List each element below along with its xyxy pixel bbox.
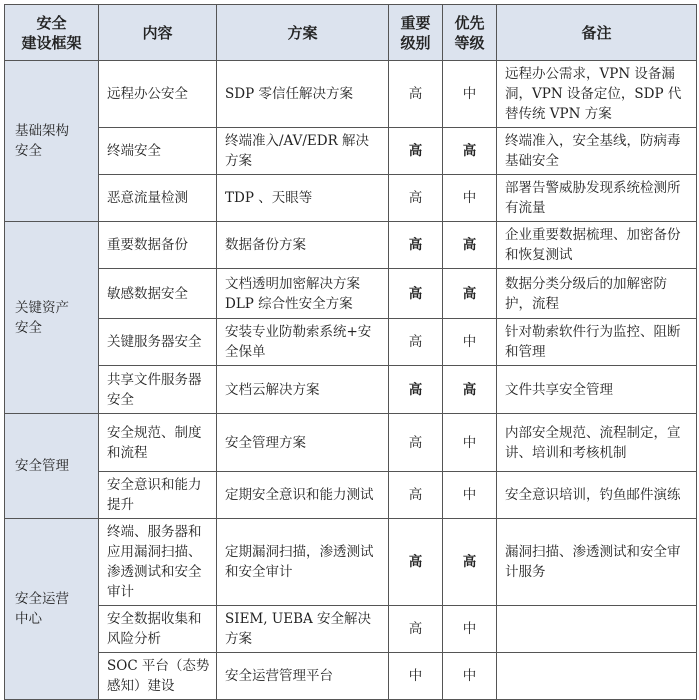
table-row xyxy=(5,175,697,222)
table-row xyxy=(5,319,697,366)
header-plan: 方案 xyxy=(217,5,389,61)
remarks-cell: 终端准入，安全基线，防病毒基础安全 xyxy=(497,128,697,175)
header-remarks: 备注 xyxy=(497,5,697,61)
priority-cell: 高 xyxy=(443,519,497,606)
content-cell: 恶意流量检测 xyxy=(99,175,217,222)
header-framework: 安全 建设框架 xyxy=(5,5,99,61)
plan-cell: 文档云解决方案 xyxy=(217,366,389,414)
category-cell: 安全运营 中心 xyxy=(5,519,99,700)
remarks-cell: 部署告警威胁发现系统检测所有流量 xyxy=(497,175,697,222)
content-cell: 终端安全 xyxy=(99,128,217,175)
plan-cell: 文档透明加密解决方案 DLP 综合性安全方案 xyxy=(217,269,389,319)
table-row xyxy=(5,366,697,414)
importance-cell: 高 xyxy=(389,175,443,222)
table-row xyxy=(5,61,697,128)
priority-cell: 中 xyxy=(443,472,497,519)
importance-cell: 高 xyxy=(389,519,443,606)
header-importance: 重要 级别 xyxy=(389,5,443,61)
header-priority: 优先 等级 xyxy=(443,5,497,61)
priority-cell: 中 xyxy=(443,175,497,222)
priority-cell: 中 xyxy=(443,319,497,366)
remarks-cell: 企业重要数据梳理、加密备份和恢复测试 xyxy=(497,222,697,269)
priority-cell: 高 xyxy=(443,222,497,269)
content-cell: SOC 平台（态势感知）建设 xyxy=(99,653,217,700)
importance-cell: 高 xyxy=(389,414,443,472)
content-cell: 共享文件服务器安全 xyxy=(99,366,217,414)
category-cell: 关键资产 安全 xyxy=(5,222,99,414)
priority-cell: 高 xyxy=(443,269,497,319)
remarks-cell: 远程办公需求，VPN 设备漏洞，VPN 设备定位，SDP 代替传统 VPN 方案 xyxy=(497,61,697,128)
content-cell: 远程办公安全 xyxy=(99,61,217,128)
importance-cell: 高 xyxy=(389,472,443,519)
importance-cell: 高 xyxy=(389,319,443,366)
remarks-cell: 数据分类分级后的加解密防护，流程 xyxy=(497,269,697,319)
plan-cell: 数据备份方案 xyxy=(217,222,389,269)
header-row xyxy=(5,5,697,61)
content-cell: 安全数据收集和风险分析 xyxy=(99,606,217,653)
category-cell: 安全管理 xyxy=(5,414,99,519)
plan-cell: 安全运营管理平台 xyxy=(217,653,389,700)
table-row xyxy=(5,653,697,700)
priority-cell: 中 xyxy=(443,606,497,653)
importance-cell: 高 xyxy=(389,61,443,128)
priority-cell: 高 xyxy=(443,366,497,414)
importance-cell: 高 xyxy=(389,606,443,653)
remarks-cell: 针对勒索软件行为监控、阻断和管理 xyxy=(497,319,697,366)
table-row xyxy=(5,222,697,269)
content-cell: 安全意识和能力提升 xyxy=(99,472,217,519)
table-row xyxy=(5,269,697,319)
content-cell: 安全规范、制度和流程 xyxy=(99,414,217,472)
header-content: 内容 xyxy=(99,5,217,61)
priority-cell: 高 xyxy=(443,128,497,175)
category-cell: 基础架构 安全 xyxy=(5,61,99,222)
plan-cell: SIEM, UEBA 安全解决方案 xyxy=(217,606,389,653)
importance-cell: 高 xyxy=(389,128,443,175)
table-row xyxy=(5,128,697,175)
remarks-cell: 漏洞扫描、渗透测试和安全审计服务 xyxy=(497,519,697,606)
table-row xyxy=(5,414,697,472)
table-row xyxy=(5,519,697,606)
importance-cell: 高 xyxy=(389,222,443,269)
priority-cell: 中 xyxy=(443,653,497,700)
remarks-cell: 安全意识培训，钓鱼邮件演练 xyxy=(497,472,697,519)
remarks-cell: 文件共享安全管理 xyxy=(497,366,697,414)
plan-cell: 定期漏洞扫描，渗透测试和安全审计 xyxy=(217,519,389,606)
remarks-cell xyxy=(497,653,697,700)
table-row xyxy=(5,472,697,519)
plan-cell: 安装专业防勒索系统+安全保单 xyxy=(217,319,389,366)
priority-cell: 中 xyxy=(443,61,497,128)
content-cell: 关键服务器安全 xyxy=(99,319,217,366)
priority-cell: 中 xyxy=(443,414,497,472)
content-cell: 敏感数据安全 xyxy=(99,269,217,319)
plan-cell: 定期安全意识和能力测试 xyxy=(217,472,389,519)
plan-cell: SDP 零信任解决方案 xyxy=(217,61,389,128)
content-cell: 重要数据备份 xyxy=(99,222,217,269)
security-framework-table xyxy=(4,4,697,700)
content-cell: 终端、服务器和应用漏洞扫描、渗透测试和安全审计 xyxy=(99,519,217,606)
remarks-cell: 内部安全规范、流程制定，宣讲、培训和考核机制 xyxy=(497,414,697,472)
importance-cell: 中 xyxy=(389,653,443,700)
table-row xyxy=(5,606,697,653)
plan-cell: 安全管理方案 xyxy=(217,414,389,472)
remarks-cell xyxy=(497,606,697,653)
plan-cell: TDP 、天眼等 xyxy=(217,175,389,222)
plan-cell: 终端准入/AV/EDR 解决方案 xyxy=(217,128,389,175)
importance-cell: 高 xyxy=(389,269,443,319)
importance-cell: 高 xyxy=(389,366,443,414)
